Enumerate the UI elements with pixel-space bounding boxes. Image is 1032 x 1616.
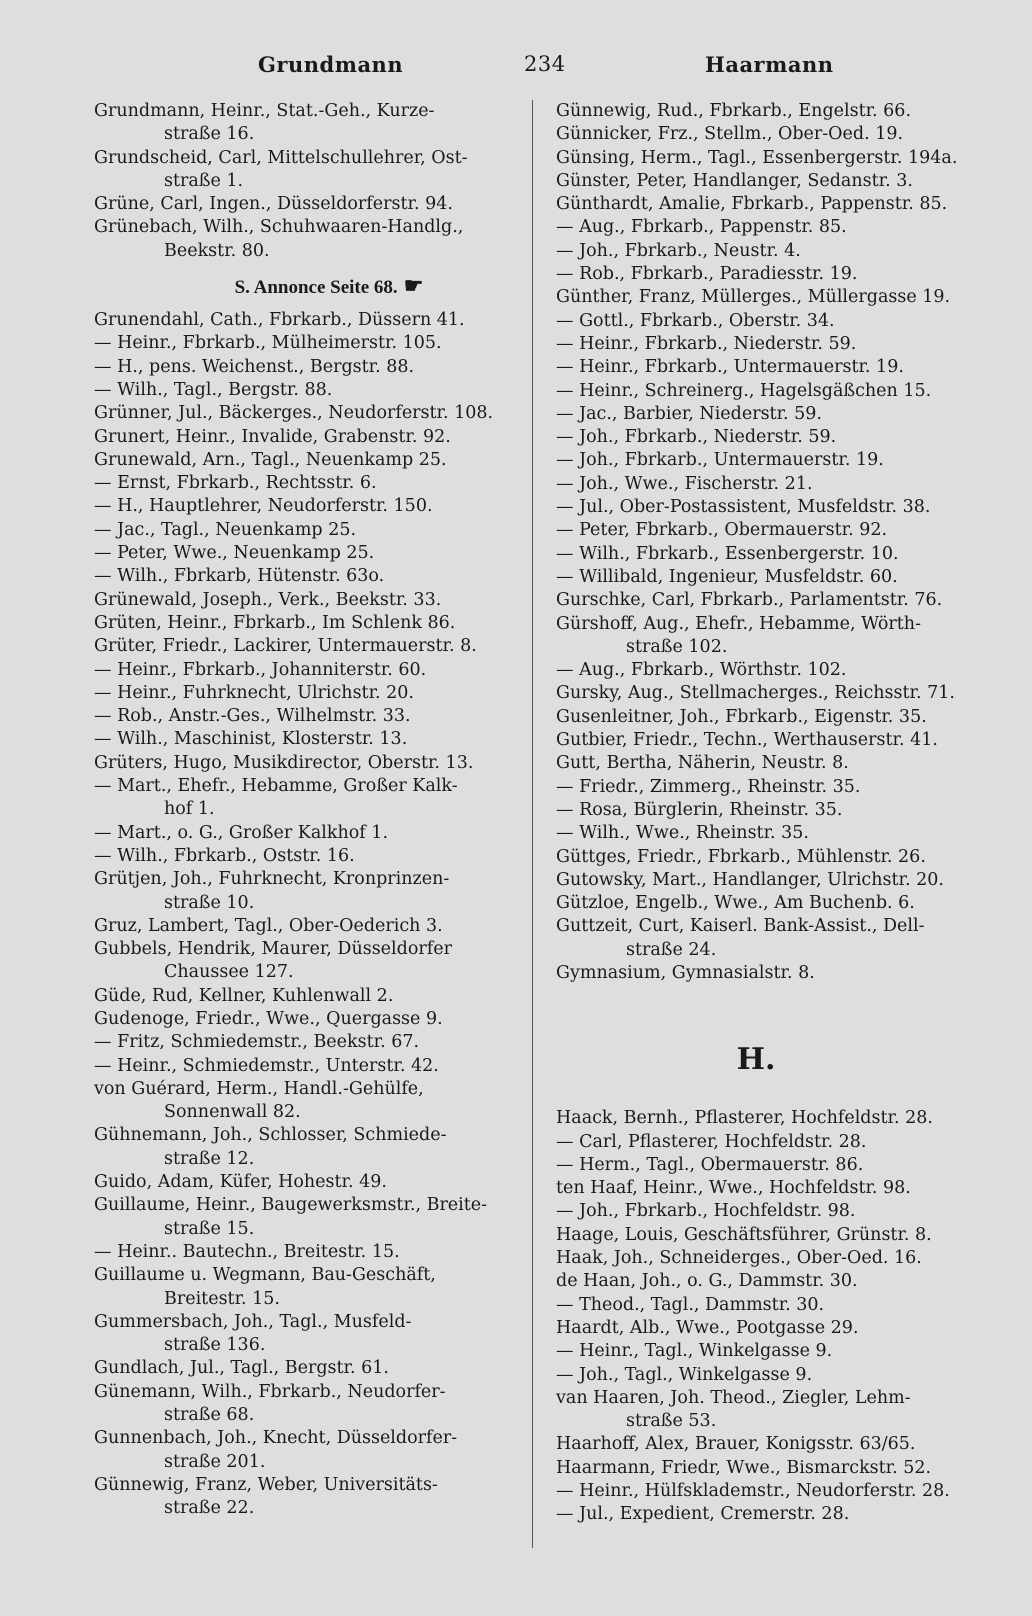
directory-entry: Güde, Rud, Kellner, Kuhlenwall 2. xyxy=(94,985,394,1006)
directory-entry: Gruz, Lambert, Tagl., Ober-Oederich 3. xyxy=(94,915,443,936)
directory-entry: Grunewald, Arn., Tagl., Neuenkamp 25. xyxy=(94,449,447,470)
directory-entry: Gusenleitner, Joh., Fbrkarb., Eigenstr. 35. xyxy=(556,706,927,727)
directory-entry: Günther, Franz, Müllerges., Müllergasse 19. xyxy=(556,287,951,308)
directory-entry: Gutowsky, Mart., Handlanger, Ulrichstr. 20. xyxy=(556,869,944,890)
right-column xyxy=(556,100,996,1527)
section-spacer xyxy=(556,985,996,1033)
directory-entry: — Theod., Tagl., Dammstr. 30. xyxy=(556,1294,825,1315)
directory-entry: Günnicker, Frz., Stellm., Ober-Oed. 19. xyxy=(556,124,904,145)
directory-entry: — Jul., Ober-Postassistent, Musfeldstr. 38. xyxy=(556,497,931,518)
entry-continuation: Sonnenwall 82. xyxy=(164,1102,301,1123)
entry-continuation: straße 68. xyxy=(164,1405,255,1426)
directory-entry: Guido, Adam, Küfer, Hohestr. 49. xyxy=(94,1172,387,1193)
directory-entry: — Rosa, Bürglerin, Rheinstr. 35. xyxy=(556,799,843,820)
directory-entry: Grundmann, Heinr., Stat.-Geh., Kurze- xyxy=(94,101,435,121)
directory-entry: — Heinr., Fbrkarb., Johanniterstr. 60. xyxy=(94,659,427,680)
directory-entry: — Ernst, Fbrkarb., Rechtsstr. 6. xyxy=(94,473,377,494)
entry-continuation: Beekstr. 80. xyxy=(164,240,270,261)
right-column-g-entries xyxy=(556,100,996,985)
header-left-keyword: Grundmann xyxy=(258,52,404,77)
directory-entry: Grünner, Jul., Bäckerges., Neudorferstr. 108. xyxy=(94,403,494,424)
directory-entry: Grunendahl, Cath., Fbrkarb., Düssern 41. xyxy=(94,310,465,331)
directory-entry: Grunert, Heinr., Invalide, Grabenstr. 92. xyxy=(94,426,451,447)
directory-entry: — Gottl., Fbrkarb., Oberstr. 34. xyxy=(556,310,835,331)
directory-entry: — Heinr., Fuhrknecht, Ulrichstr. 20. xyxy=(94,682,414,703)
directory-entry: — Jac., Barbier, Niederstr. 59. xyxy=(556,403,822,424)
directory-entry: Günemann, Wilh., Fbrkarb., Neudorfer- xyxy=(94,1381,446,1402)
directory-entry: — Wilh., Fbrkarb., Essenbergerstr. 10. xyxy=(556,543,899,564)
directory-entry: Haack, Bernh., Pflasterer, Hochfeldstr. 28. xyxy=(556,1108,933,1129)
entry-continuation: straße 136. xyxy=(164,1335,266,1356)
directory-entry: — Heinr.. Bautechn., Breitestr. 15. xyxy=(94,1241,400,1262)
directory-entry: — Jul., Expedient, Cremerstr. 28. xyxy=(556,1504,850,1525)
directory-entry: — Jac., Tagl., Neuenkamp 25. xyxy=(94,519,357,540)
directory-entry: Gutbier, Friedr., Techn., Werthauserstr. 41. xyxy=(556,730,938,751)
directory-entry: — Herm., Tagl., Obermauerstr. 86. xyxy=(556,1154,864,1175)
header-right-keyword: Haarmann xyxy=(705,52,834,77)
directory-entry: — Carl, Pflasterer, Hochfeldstr. 28. xyxy=(556,1131,867,1152)
directory-entry: Gymnasium, Gymnasialstr. 8. xyxy=(556,962,815,983)
directory-entry: — Fritz, Schmiedemstr., Beekstr. 67. xyxy=(94,1032,420,1053)
directory-entry: — Wilh., Fbrkarb, Hütenstr. 63o. xyxy=(94,566,385,587)
directory-entry: — Heinr., Fbrkarb., Mülheimerstr. 105. xyxy=(94,333,442,354)
directory-entry: — Heinr., Fbrkarb., Untermauerstr. 19. xyxy=(556,357,904,378)
directory-entry: Haak, Joh., Schneiderges., Ober-Oed. 16. xyxy=(556,1248,922,1269)
pointing-hand-icon: ☛ xyxy=(403,273,424,299)
directory-entry: — Heinr., Tagl., Winkelgasse 9. xyxy=(556,1341,833,1362)
directory-entry: Günnewig, Rud., Fbrkarb., Engelstr. 66. xyxy=(556,101,912,121)
directory-entry: Grüters, Hugo, Musikdirector, Oberstr. 13. xyxy=(94,752,474,773)
entry-continuation: Breitestr. 15. xyxy=(164,1288,280,1309)
entry-continuation: Chaussee 127. xyxy=(164,962,294,983)
directory-entry: Gummersbach, Joh., Tagl., Musfeld- xyxy=(94,1311,412,1332)
section-letter: H. xyxy=(736,1042,776,1078)
directory-entry: — Joh., Fbrkarb., Neustr. 4. xyxy=(556,240,801,261)
directory-entry: — Aug., Fbrkarb., Wörthstr. 102. xyxy=(556,660,847,681)
directory-entry: — Heinr., Hülfsklademstr., Neudorferstr. 28. xyxy=(556,1481,950,1502)
directory-entry: Grüten, Heinr., Fbrkarb., Im Schlenk 86. xyxy=(94,612,456,633)
entry-continuation: straße 12. xyxy=(164,1148,255,1169)
directory-entry: — H., Hauptlehrer, Neudorferstr. 150. xyxy=(94,496,433,517)
directory-entry: Gützloe, Engelb., Wwe., Am Buchenb. 6. xyxy=(556,893,915,914)
directory-entry: Guillaume, Heinr., Baugewerksmstr., Breite- xyxy=(94,1195,488,1216)
directory-entry: von Guérard, Herm., Handl.-Gehülfe, xyxy=(94,1078,424,1099)
directory-entry: — Joh., Wwe., Fischerstr. 21. xyxy=(556,473,813,494)
page-number: 234 xyxy=(524,52,566,76)
directory-entry: — Rob., Anstr.-Ges., Wilhelmstr. 33. xyxy=(94,706,411,727)
directory-entry: Günthardt, Amalie, Fbrkarb., Pappenstr. 85. xyxy=(556,194,948,215)
directory-entry: Güttges, Friedr., Fbrkarb., Mühlenstr. 26. xyxy=(556,846,926,867)
directory-entry: Gühnemann, Joh., Schlosser, Schmiede- xyxy=(94,1125,447,1146)
directory-entry: Grüter, Friedr., Lackirer, Untermauerstr. 8. xyxy=(94,636,477,657)
directory-entry: Grünewald, Joseph., Verk., Beekstr. 33. xyxy=(94,589,442,610)
directory-entry: Haarmann, Friedr, Wwe., Bismarckstr. 52. xyxy=(556,1457,932,1478)
directory-entry: Haardt, Alb., Wwe., Pootgasse 29. xyxy=(556,1317,859,1338)
directory-entry: — Peter, Fbrkarb., Obermauerstr. 92. xyxy=(556,520,888,541)
directory-entry: Guttzeit, Curt, Kaiserl. Bank-Assist., Dell- xyxy=(556,916,925,937)
entry-continuation: straße 15. xyxy=(164,1218,255,1239)
directory-entry: — Joh., Tagl., Winkelgasse 9. xyxy=(556,1364,813,1385)
directory-entry: Grüne, Carl, Ingen., Düsseldorferstr. 94. xyxy=(94,194,453,215)
directory-entry: Gurschke, Carl, Fbrkarb., Parlamentstr. 76. xyxy=(556,590,943,611)
annonce-reference xyxy=(94,263,524,309)
directory-entry: — Heinr., Schmiedemstr., Unterstr. 42. xyxy=(94,1055,439,1076)
entry-continuation: hof 1. xyxy=(164,799,215,820)
directory-entry: Haarhoff, Alex, Brauer, Konigsstr. 63/65. xyxy=(556,1434,916,1455)
directory-entry: — Willibald, Ingenieur, Musfeldstr. 60. xyxy=(556,566,898,587)
directory-entry: Grütjen, Joh., Fuhrknecht, Kronprinzen- xyxy=(94,869,450,890)
entry-continuation: straße 53. xyxy=(626,1411,717,1432)
directory-entry: Gubbels, Hendrik, Maurer, Düsseldorfer xyxy=(94,939,452,960)
directory-entry: Gundlach, Jul., Tagl., Bergstr. 61. xyxy=(94,1358,389,1379)
directory-entry: Günnewig, Franz, Weber, Universitäts- xyxy=(94,1474,438,1495)
entry-continuation: straße 24. xyxy=(626,939,717,960)
section-spacer xyxy=(556,1087,996,1107)
directory-entry: — Peter, Wwe., Neuenkamp 25. xyxy=(94,543,375,564)
directory-entry: — Wilh., Wwe., Rheinstr. 35. xyxy=(556,823,809,844)
directory-entry: — Wilh., Maschinist, Klosterstr. 13. xyxy=(94,729,408,750)
column-divider xyxy=(532,100,533,1548)
entry-continuation: straße 201. xyxy=(164,1451,266,1472)
directory-entry: Grünebach, Wilh., Schuhwaaren-Handlg., xyxy=(94,217,464,238)
page-header xyxy=(0,52,1032,88)
left-column xyxy=(94,100,524,1521)
entry-continuation: straße 10. xyxy=(164,892,255,913)
directory-entry: — Wilh., Fbrkarb., Oststr. 16. xyxy=(94,845,355,866)
entry-continuation: straße 1. xyxy=(164,170,244,191)
directory-entry: Grundscheid, Carl, Mittelschullehrer, Ost- xyxy=(94,147,468,168)
directory-entry: — Friedr., Zimmerg., Rheinstr. 35. xyxy=(556,776,861,797)
right-column-h-entries xyxy=(556,1107,996,1526)
directory-entry: Gudenoge, Friedr., Wwe., Quergasse 9. xyxy=(94,1008,443,1029)
directory-entry: Gunnenbach, Joh., Knecht, Düsseldorfer- xyxy=(94,1428,458,1449)
directory-entry: — Rob., Fbrkarb., Paradiesstr. 19. xyxy=(556,264,858,285)
directory-entry: Gürshoff, Aug., Ehefr., Hebamme, Wörth- xyxy=(556,613,921,634)
directory-entry: Gutt, Bertha, Näherin, Neustr. 8. xyxy=(556,753,849,774)
directory-entry: Haage, Louis, Geschäftsführer, Grünstr. 8. xyxy=(556,1224,932,1245)
entry-continuation: straße 22. xyxy=(164,1498,255,1519)
directory-entry: Gursky, Aug., Stellmacherges., Reichsstr. 71. xyxy=(556,683,955,704)
directory-entry: Günsing, Herm., Tagl., Essenbergerstr. 194a. xyxy=(556,147,958,168)
entry-continuation: straße 16. xyxy=(164,124,255,145)
directory-entry: — Wilh., Tagl., Bergstr. 88. xyxy=(94,379,333,400)
entry-continuation: straße 102. xyxy=(626,636,728,657)
directory-entry: ten Haaf, Heinr., Wwe., Hochfeldstr. 98. xyxy=(556,1178,911,1199)
directory-entry: de Haan, Joh., o. G., Dammstr. 30. xyxy=(556,1271,858,1292)
directory-entry: Günster, Peter, Handlanger, Sedanstr. 3. xyxy=(556,170,913,191)
directory-entry: — H., pens. Weichenst., Bergstr. 88. xyxy=(94,356,415,377)
directory-entry: — Aug., Fbrkarb., Pappenstr. 85. xyxy=(556,217,847,238)
directory-entry: — Joh., Fbrkarb., Niederstr. 59. xyxy=(556,427,837,448)
directory-entry: van Haaren, Joh. Theod., Ziegler, Lehm- xyxy=(556,1387,911,1408)
directory-entry: — Mart., Ehefr., Hebamme, Großer Kalk- xyxy=(94,776,458,797)
directory-entry: — Heinr., Fbrkarb., Niederstr. 59. xyxy=(556,333,857,354)
directory-entry: Guillaume u. Wegmann, Bau-Geschäft, xyxy=(94,1265,436,1286)
annonce-text: S. Annonce Seite 68. xyxy=(234,277,398,299)
directory-entry: — Joh., Fbrkarb., Untermauerstr. 19. xyxy=(556,450,884,471)
directory-entry: — Heinr., Schreinerg., Hagelsgäßchen 15. xyxy=(556,380,932,401)
directory-entry: — Joh., Fbrkarb., Hochfeldstr. 98. xyxy=(556,1201,856,1222)
directory-entry: — Mart., o. G., Großer Kalkhof 1. xyxy=(94,822,389,843)
